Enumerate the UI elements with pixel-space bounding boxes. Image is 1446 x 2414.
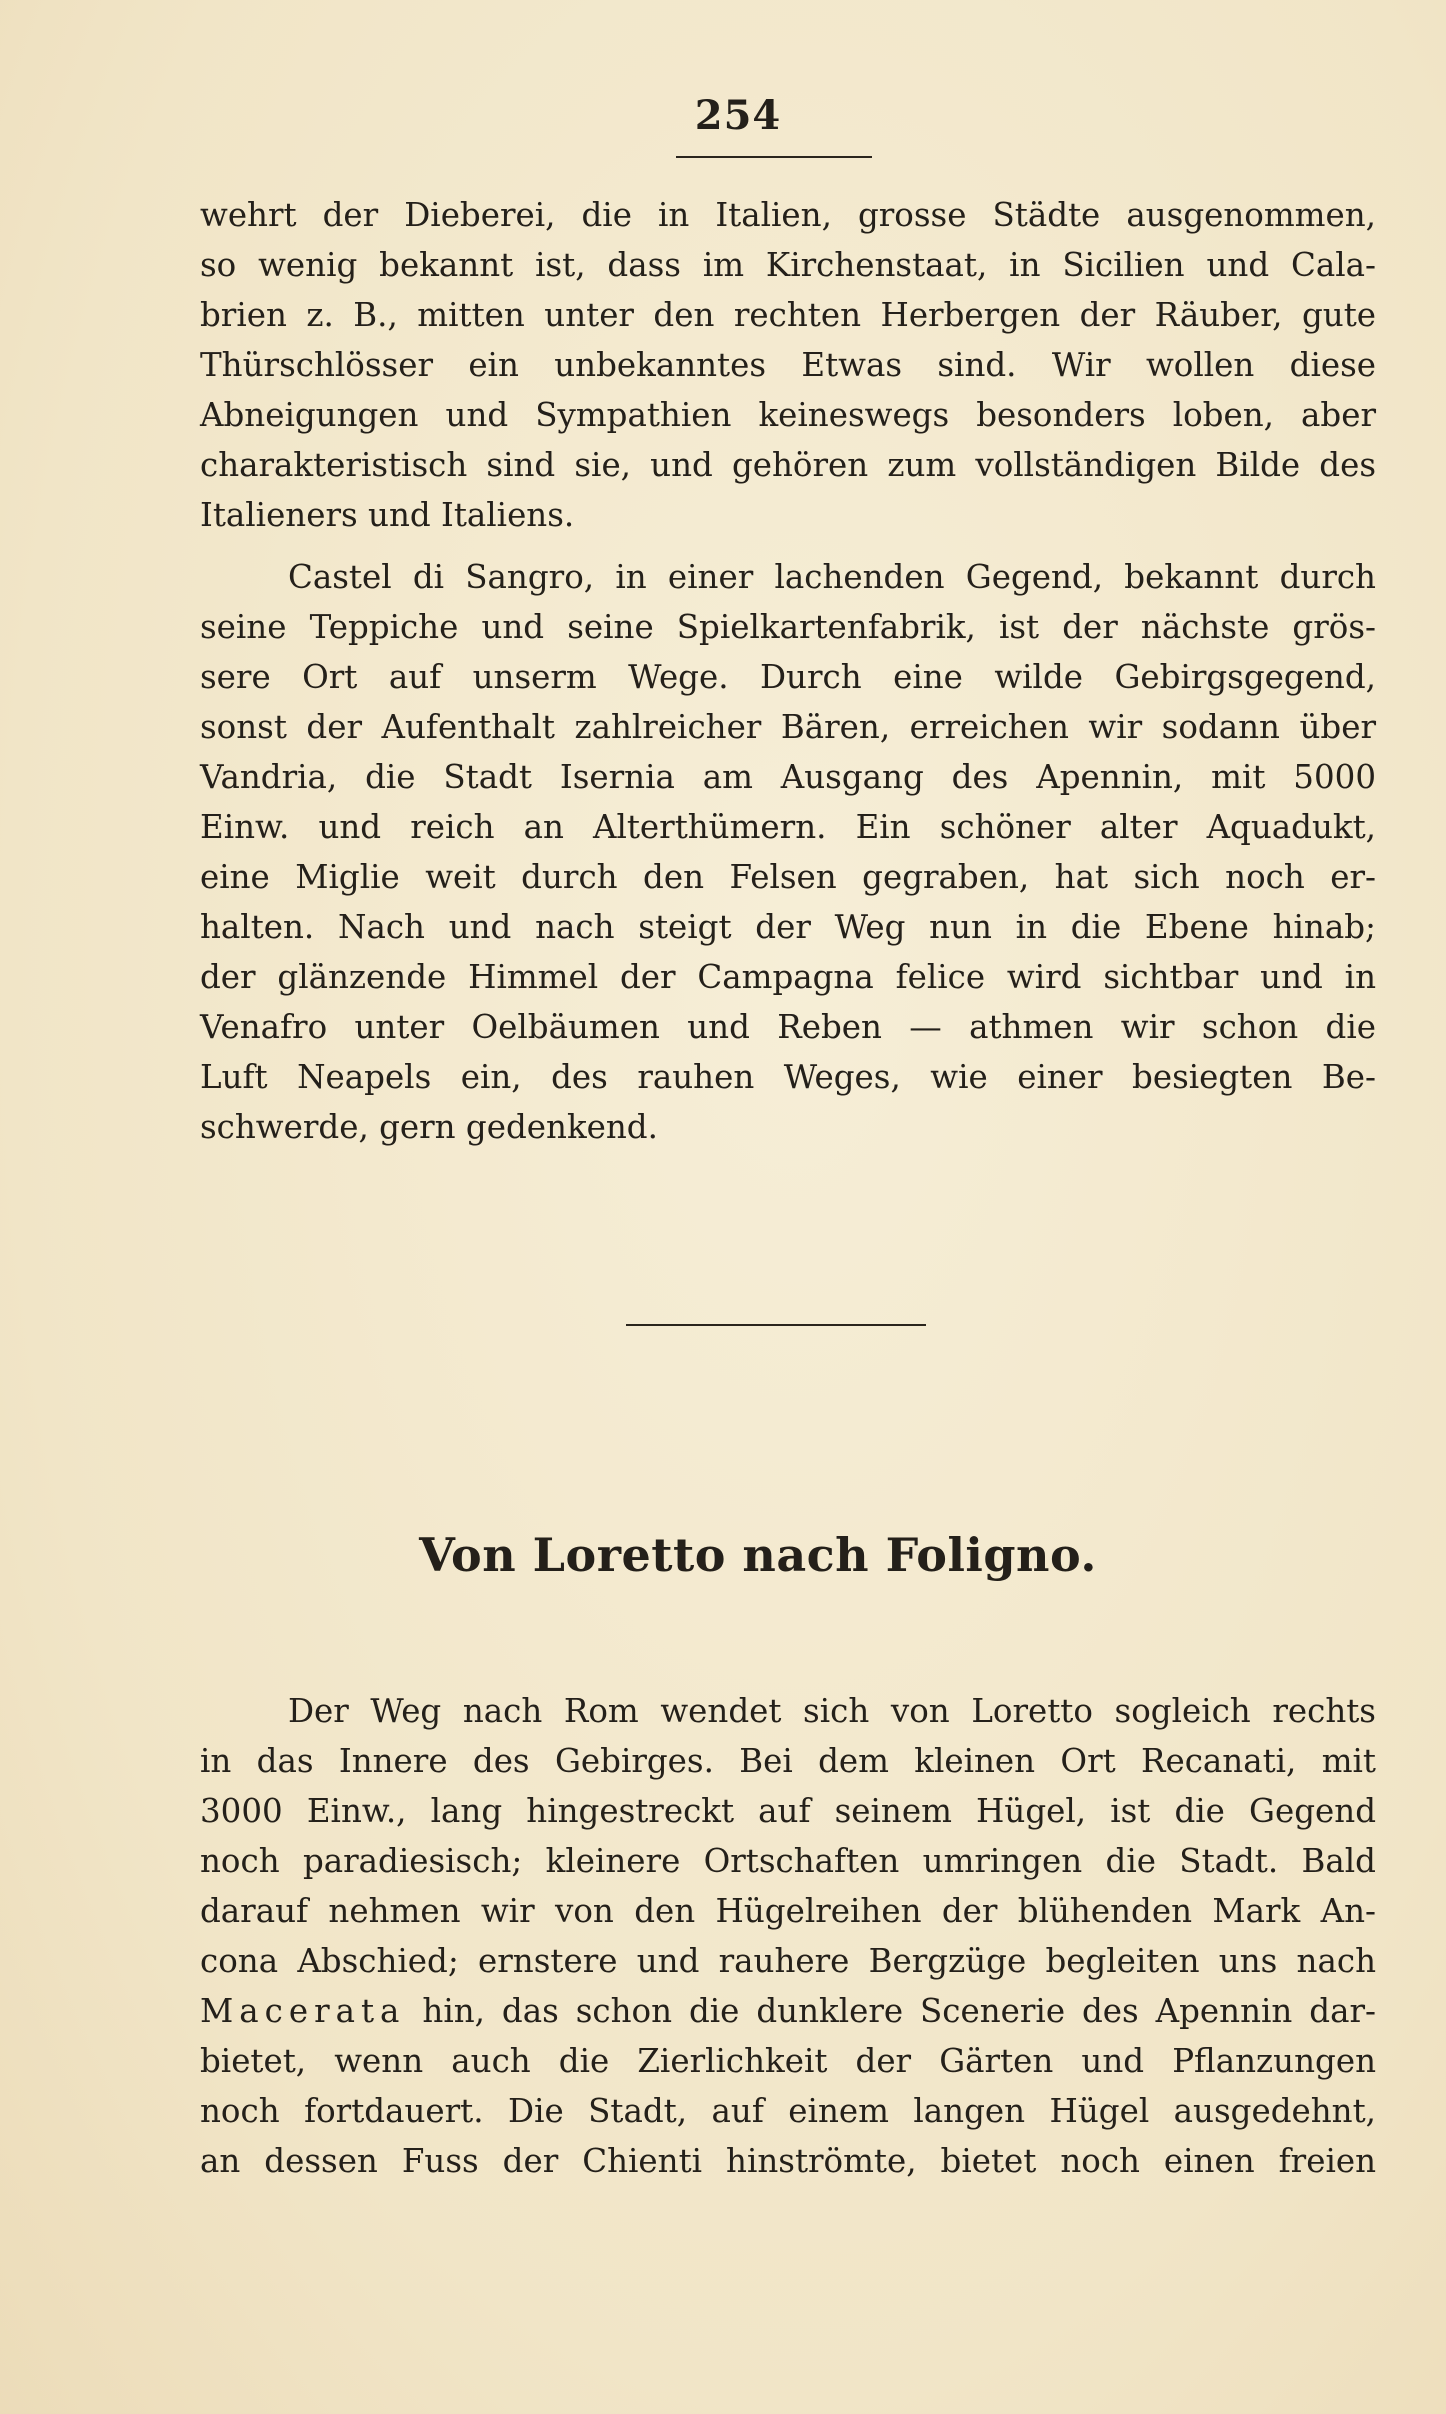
text-line: Abneigungen und Sympathien keineswegs besonders loben, aber (200, 396, 1376, 434)
text-line: halten. Nach und nach steigt der Weg nun in die Ebene hinab; (200, 908, 1376, 946)
text-line: an dessen Fuss der Chienti hinströmte, bietet noch einen freien (200, 2142, 1376, 2180)
text-line: eine Miglie weit durch den Felsen gegraben, hat sich noch er- (200, 858, 1376, 896)
page-number: 254 (694, 92, 782, 139)
spaced-place-name: Macerata (200, 1992, 406, 2030)
paragraph-1 (200, 190, 1376, 540)
text-line: Einw. und reich an Alterthümern. Ein schöner alter Aquadukt, (200, 808, 1376, 846)
text-line: so wenig bekannt ist, dass im Kirchenstaat, in Sicilien und Cala- (200, 246, 1376, 284)
text-line: der glänzende Himmel der Campagna felice wird sichtbar und in (200, 958, 1376, 996)
paragraph-2 (200, 552, 1376, 1152)
section-divider (626, 1324, 926, 1326)
paragraph-3 (200, 1686, 1376, 2186)
text-line: Der Weg nach Rom wendet sich von Loretto sogleich rechts (288, 1692, 1376, 1730)
text-line: sonst der Aufenthalt zahlreicher Bären, erreichen wir sodann über (200, 708, 1376, 746)
text-line: schwerde, gern gedenkend. (200, 1108, 658, 1146)
text-line: Thürschlösser ein unbekanntes Etwas sind. Wir wollen diese (200, 346, 1376, 384)
text-line (200, 1986, 1376, 2036)
text-line: cona Abschied; ernstere und rauhere Bergzüge begleiten uns nach (200, 1942, 1376, 1980)
text-line: noch fortdauert. Die Stadt, auf einem langen Hügel ausgedehnt, (200, 2092, 1376, 2130)
text-line: 3000 Einw., lang hingestreckt auf seinem Hügel, ist die Gegend (200, 1792, 1376, 1830)
text-line: Luft Neapels ein, des rauhen Weges, wie einer besiegten Be- (200, 1058, 1376, 1096)
text-line: noch paradiesisch; kleinere Ortschaften umringen die Stadt. Bald (200, 1842, 1376, 1880)
text-line: darauf nehmen wir von den Hügelreihen der blühenden Mark An- (200, 1892, 1376, 1930)
text-line: brien z. B., mitten unter den rechten Herbergen der Räuber, gute (200, 296, 1376, 334)
text-line: Italieners und Italiens. (200, 496, 575, 534)
text-line: Vandria, die Stadt Isernia am Ausgang des Apennin, mit 5000 (200, 758, 1376, 796)
section-title: Von Loretto nach Foligno. (419, 1528, 1097, 1582)
text-line: Castel di Sangro, in einer lachenden Gegend, bekannt durch (288, 558, 1376, 596)
text-line: seine Teppiche und seine Spielkartenfabrik, ist der nächste grös- (200, 608, 1376, 646)
text-line: charakteristisch sind sie, und gehören zum vollständigen Bilde des (200, 446, 1376, 484)
text-line: in das Innere des Gebirges. Bei dem kleinen Ort Recanati, mit (200, 1742, 1376, 1780)
header-rule (676, 156, 872, 158)
text-line: wehrt der Dieberei, die in Italien, grosse Städte ausgenommen, (200, 196, 1376, 234)
text-line-rest: hin, das schon die dunklere Scenerie des Apennin dar- (405, 1992, 1376, 2030)
text-line: Venafro unter Oelbäumen und Reben — athmen wir schon die (200, 1008, 1376, 1046)
text-line: bietet, wenn auch die Zierlichkeit der Gärten und Pflanzungen (200, 2042, 1376, 2080)
text-line: sere Ort auf unserm Wege. Durch eine wilde Gebirgsgegend, (200, 658, 1376, 696)
